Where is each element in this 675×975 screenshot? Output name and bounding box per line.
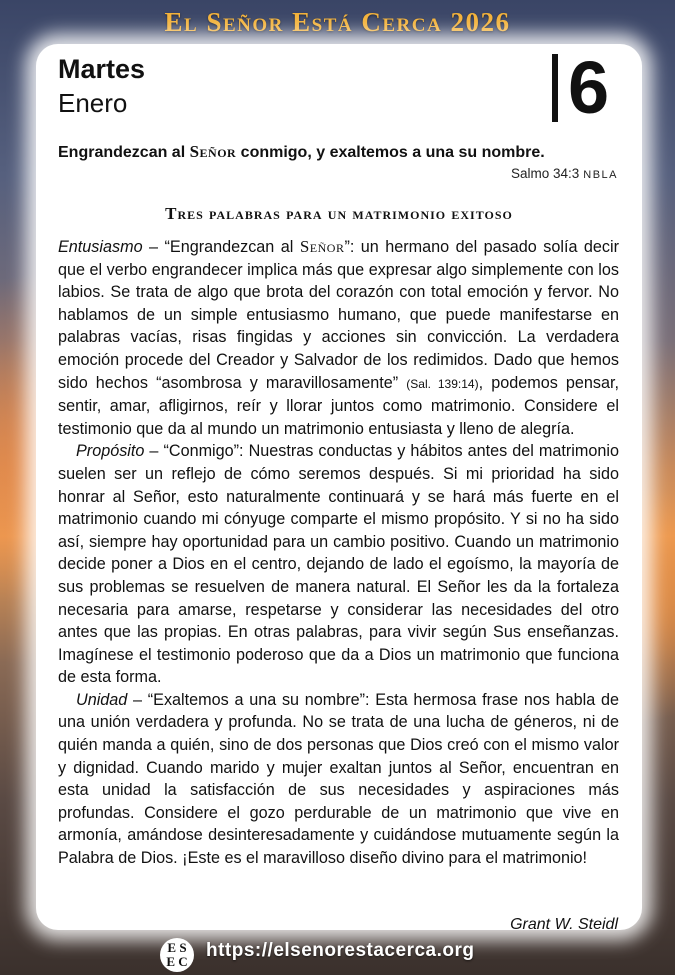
month-name: Enero: [58, 88, 128, 118]
paragraph-text: – “Engrandezcan al: [142, 238, 300, 256]
paragraph-term: Unidad: [76, 690, 128, 709]
paragraph-text: – “Conmigo”: Nuestras conductas y hábitos antes del matrimonio suelen ser un reflejo de cómo seremos después. Si mi prioridad ha sido honrar al Señor, esto naturalmente continuará y se hará más fuerte en el matrimonio cuando mi cónyuge comparte el mismo propósito. Y si no ha sido así, siempre hay oportunidad para un cambio positivo. Cuando un matrimonio decide poner a Dios en el centro, dejando de lado el egoísmo, la mayoría de sus problemas se resuelven de manera natural. El Señor les da la fortaleza necesaria para amarse, respetarse y considerar las necesidades del otro antes que las propias. En otras palabras, para vivir según Sus enseñanzas. Imagínese el testimonio poderoso que da a Dios un matrimonio que funciona de esta forma.: [58, 442, 619, 687]
footer: [0, 934, 675, 975]
paragraph-text: ”: un hermano del pasado solía decir que el verbo engrandecer implica más que expresar algo simplemente con los labios. Se trata de algo que brota del corazón con total emoción y fervor. No hablamos de un simple entusiasmo humano, que puede manifestarse en palabras vacías, risas fingidas y acciones sin convicción. La verdadera emoción procede del Creador y Salvador de los redimidos. Dado que hemos sido hechos “asombrosa y maravillosamente”: [58, 238, 619, 392]
bible-version: NBLA: [583, 169, 618, 181]
paragraph-text: , podemos pensar, sentir, amar, afligirnos, reír y llorar juntos como matrimonio. Considere el testimonio que da al mundo un matrimonio entusiasta y lleno de alegría.: [58, 373, 620, 438]
paragraph-lord: Señor: [299, 237, 345, 256]
esec-logo-icon: E S E C: [160, 938, 194, 972]
verse-reference-text: Salmo 34:3: [510, 166, 580, 181]
author-name: Grant W. Steidl: [510, 916, 618, 933]
daily-verse: [58, 142, 618, 162]
scripture-citation: (Sal. 139:14): [406, 376, 479, 391]
verse-reference: [511, 166, 618, 181]
article-body: [58, 236, 619, 870]
date-divider: [552, 54, 558, 122]
article-title: Tres palabras para un matrimonio exitoso: [165, 204, 513, 223]
day-name: Martes: [58, 54, 146, 84]
verse-text-end: conmigo, y exaltemos a una su nombre.: [236, 144, 545, 161]
paragraph-proposito: [58, 440, 619, 689]
banner-title: El Señor Está Cerca 2026: [164, 7, 511, 37]
paragraph-text: – “Exaltemos a una su nombre”: Esta hermosa frase nos habla de una unión verdadera y profunda. No se trata de una lucha de géneros, ni de quién manda a quién, sino de dos personas que Dios creó con el mismo valor y dignidad. Cuando marido y mujer exaltan juntos al Señor, encuentran en esta unidad la satisfacción de sus necesidades y aspiraciones más profundas. Considere el gozo perdurable de un matrimonio que vive en armonía, amándose desinteresadamente y cuidándose mutuamente según la Palabra de Dios. ¡Este es el maravilloso diseño divino para el matrimonio!: [58, 690, 619, 868]
verse-lord: Señor: [189, 142, 237, 161]
devotional-card: [36, 44, 642, 933]
day-number: 6: [568, 46, 610, 129]
paragraph-term: Propósito: [76, 442, 145, 461]
paragraph-term: Entusiasmo: [58, 238, 143, 256]
paragraph-entusiasmo: [58, 236, 619, 440]
website-link[interactable]: https://elsenorestacerca.org: [206, 940, 475, 961]
paragraph-unidad: [58, 689, 619, 870]
verse-text-start: Engrandezcan al: [58, 144, 190, 161]
